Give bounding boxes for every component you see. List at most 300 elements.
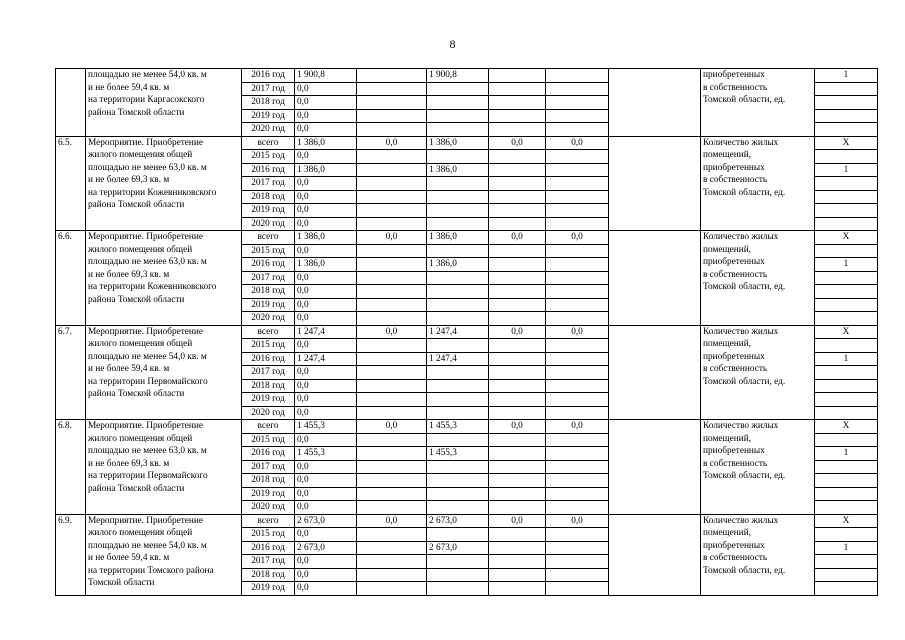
indicator-line: приобретенных <box>703 446 765 456</box>
total-cell: 0,0 <box>295 393 357 407</box>
description-line: площадью не менее 63,0 кв. м <box>88 257 207 267</box>
indicator-name <box>701 420 815 515</box>
federal-budget-cell: 0,0 <box>357 420 427 434</box>
local-budget-cell <box>489 150 546 164</box>
local-budget-cell <box>489 258 546 272</box>
item-number: 6.7. <box>56 325 86 420</box>
indicator-line: приобретенных <box>703 162 765 173</box>
extrabudget-cell <box>546 96 609 110</box>
total-cell: 0,0 <box>295 285 357 299</box>
regional-budget-cell <box>427 379 489 393</box>
total-cell: 0,0 <box>295 204 357 218</box>
responsible-cell <box>609 514 701 595</box>
description-line: и не более 69,3 кв. м <box>88 269 170 280</box>
local-budget-cell <box>489 177 546 191</box>
federal-budget-cell <box>357 177 427 191</box>
total-cell: 0,0 <box>295 555 357 569</box>
regional-budget-cell <box>427 366 489 380</box>
plan-value-cell: Х <box>815 325 878 339</box>
item-number: 6.8. <box>56 420 86 515</box>
extrabudget-cell <box>546 217 609 231</box>
period-cell: 2018 год <box>242 285 295 299</box>
period-cell: 2016 год <box>242 69 295 83</box>
plan-value-cell <box>815 501 878 515</box>
federal-budget-cell <box>357 528 427 542</box>
description-line: площадью не менее 63,0 кв. м <box>88 446 207 456</box>
extrabudget-cell: 0,0 <box>546 325 609 339</box>
extrabudget-cell <box>546 339 609 353</box>
federal-budget-cell <box>357 379 427 393</box>
description-line: и не более 69,3 кв. м <box>88 175 170 185</box>
federal-budget-cell <box>357 163 427 177</box>
extrabudget-cell <box>546 258 609 272</box>
extrabudget-cell <box>546 366 609 380</box>
regional-budget-cell <box>427 285 489 299</box>
indicator-line: Томской области, ед. <box>703 282 786 292</box>
local-budget-cell <box>489 460 546 474</box>
total-cell: 0,0 <box>295 298 357 312</box>
plan-value-cell <box>815 82 878 96</box>
plan-value-cell <box>815 433 878 447</box>
regional-budget-cell <box>427 298 489 312</box>
period-cell: 2017 год <box>242 271 295 285</box>
regional-budget-cell <box>427 177 489 191</box>
plan-value-cell: Х <box>815 420 878 434</box>
period-cell: 2015 год <box>242 433 295 447</box>
period-cell: 2017 год <box>242 177 295 191</box>
plan-value-cell <box>815 244 878 258</box>
plan-value-cell <box>815 298 878 312</box>
federal-budget-cell <box>357 271 427 285</box>
regional-budget-cell <box>427 460 489 474</box>
plan-value-cell <box>815 460 878 474</box>
period-cell: 2018 год <box>242 96 295 110</box>
indicator-line: Томской области, ед. <box>703 471 786 481</box>
local-budget-cell <box>489 541 546 555</box>
indicator-line: Томской области, ед. <box>703 565 786 576</box>
local-budget-cell <box>489 69 546 83</box>
period-cell: 2020 год <box>242 217 295 231</box>
extrabudget-cell: 0,0 <box>546 136 609 150</box>
regional-budget-cell <box>427 312 489 326</box>
local-budget-cell <box>489 82 546 96</box>
period-cell: 2018 год <box>242 379 295 393</box>
description-line: жилого помещения общей <box>88 528 193 538</box>
extrabudget-cell <box>546 82 609 96</box>
total-cell: 0,0 <box>295 568 357 582</box>
indicator-line: приобретенных <box>703 70 765 80</box>
extrabudget-cell <box>546 177 609 191</box>
extrabudget-cell <box>546 298 609 312</box>
local-budget-cell <box>489 379 546 393</box>
description-line: и не более 59,4 кв. м <box>88 82 170 93</box>
regional-budget-cell <box>427 123 489 137</box>
description-line: и не более 59,4 кв. м <box>88 364 170 374</box>
total-cell: 1 386,0 <box>295 136 357 150</box>
table-row <box>56 69 878 83</box>
responsible-cell <box>609 325 701 420</box>
total-cell: 0,0 <box>295 433 357 447</box>
period-cell: 2019 год <box>242 487 295 501</box>
description-line: жилого помещения общей <box>88 339 193 349</box>
regional-budget-cell: 2 673,0 <box>427 541 489 555</box>
total-cell: 0,0 <box>295 312 357 326</box>
total-cell: 0,0 <box>295 244 357 258</box>
federal-budget-cell <box>357 69 427 83</box>
indicator-line: в собственность <box>703 553 768 563</box>
indicator-name <box>701 514 815 595</box>
responsible-cell <box>609 69 701 137</box>
item-number <box>56 69 86 137</box>
extrabudget-cell <box>546 433 609 447</box>
regional-budget-cell <box>427 339 489 353</box>
plan-value-cell <box>815 96 878 110</box>
local-budget-cell <box>489 271 546 285</box>
description-line: площадью не менее 54,0 кв. м <box>88 540 207 551</box>
period-cell: 2020 год <box>242 501 295 515</box>
plan-value-cell <box>815 474 878 488</box>
federal-budget-cell <box>357 406 427 420</box>
extrabudget-cell <box>546 406 609 420</box>
extrabudget-cell <box>546 447 609 461</box>
indicator-name <box>701 136 815 231</box>
regional-budget-cell <box>427 150 489 164</box>
regional-budget-cell: 1 386,0 <box>427 258 489 272</box>
period-cell: 2019 год <box>242 109 295 123</box>
local-budget-cell <box>489 339 546 353</box>
federal-budget-cell <box>357 190 427 204</box>
indicator-line: помещений, <box>703 244 751 255</box>
period-cell: всего <box>242 514 295 528</box>
description-line: Мероприятие. Приобретение <box>88 326 204 337</box>
local-budget-cell <box>489 528 546 542</box>
period-cell: 2017 год <box>242 555 295 569</box>
plan-value-cell <box>815 285 878 299</box>
indicator-line: помещений, <box>703 528 751 538</box>
extrabudget-cell <box>546 528 609 542</box>
federal-budget-cell <box>357 339 427 353</box>
measure-description <box>86 325 242 420</box>
total-cell: 0,0 <box>295 474 357 488</box>
plan-value-cell <box>815 582 878 596</box>
regional-budget-cell <box>427 190 489 204</box>
federal-budget-cell: 0,0 <box>357 231 427 245</box>
table-row <box>56 231 878 245</box>
item-number: 6.6. <box>56 231 86 326</box>
plan-value-cell: 1 <box>815 69 878 83</box>
plan-value-cell <box>815 487 878 501</box>
description-line: района Томской области <box>88 107 185 118</box>
total-cell: 0,0 <box>295 406 357 420</box>
period-cell: 2015 год <box>242 150 295 164</box>
federal-budget-cell <box>357 352 427 366</box>
total-cell: 1 455,3 <box>295 447 357 461</box>
period-cell: всего <box>242 420 295 434</box>
plan-value-cell <box>815 379 878 393</box>
item-number: 6.5. <box>56 136 86 231</box>
table-row <box>56 420 878 434</box>
federal-budget-cell <box>357 109 427 123</box>
total-cell: 1 247,4 <box>295 325 357 339</box>
total-cell: 1 247,4 <box>295 352 357 366</box>
extrabudget-cell <box>546 271 609 285</box>
local-budget-cell <box>489 190 546 204</box>
regional-budget-cell <box>427 82 489 96</box>
extrabudget-cell <box>546 474 609 488</box>
description-line: Томской области <box>88 578 155 588</box>
federal-budget-cell <box>357 217 427 231</box>
regional-budget-cell <box>427 501 489 515</box>
local-budget-cell <box>489 298 546 312</box>
regional-budget-cell: 1 386,0 <box>427 163 489 177</box>
indicator-line: Количество жилых <box>703 421 779 431</box>
extrabudget-cell: 0,0 <box>546 514 609 528</box>
period-cell: 2017 год <box>242 366 295 380</box>
plan-value-cell <box>815 339 878 353</box>
local-budget-cell <box>489 244 546 258</box>
regional-budget-cell <box>427 217 489 231</box>
regional-budget-cell: 1 247,4 <box>427 352 489 366</box>
local-budget-cell <box>489 217 546 231</box>
indicator-name <box>701 325 815 420</box>
indicator-line: Томской области, ед. <box>703 95 786 105</box>
federal-budget-cell: 0,0 <box>357 325 427 339</box>
total-cell: 1 455,3 <box>295 420 357 434</box>
period-cell: 2020 год <box>242 312 295 326</box>
description-line: района Томской области <box>88 483 185 494</box>
total-cell: 0,0 <box>295 109 357 123</box>
total-cell: 0,0 <box>295 82 357 96</box>
regional-budget-cell <box>427 528 489 542</box>
extrabudget-cell <box>546 163 609 177</box>
plan-value-cell: 1 <box>815 352 878 366</box>
total-cell: 2 673,0 <box>295 541 357 555</box>
period-cell: 2015 год <box>242 244 295 258</box>
federal-budget-cell <box>357 258 427 272</box>
federal-budget-cell <box>357 487 427 501</box>
total-cell: 1 386,0 <box>295 163 357 177</box>
total-cell: 1 386,0 <box>295 231 357 245</box>
period-cell: 2015 год <box>242 528 295 542</box>
local-budget-cell <box>489 312 546 326</box>
local-budget-cell <box>489 568 546 582</box>
regional-budget-cell <box>427 96 489 110</box>
period-cell: 2016 год <box>242 447 295 461</box>
description-line: площадью не менее 54,0 кв. м <box>88 351 207 362</box>
regional-budget-cell <box>427 582 489 596</box>
federal-budget-cell <box>357 555 427 569</box>
local-budget-cell <box>489 123 546 137</box>
plan-value-cell <box>815 123 878 137</box>
local-budget-cell <box>489 582 546 596</box>
total-cell: 0,0 <box>295 271 357 285</box>
period-cell: всего <box>242 136 295 150</box>
total-cell: 0,0 <box>295 190 357 204</box>
description-line: на территории Первомайского <box>88 471 208 481</box>
plan-value-cell: Х <box>815 514 878 528</box>
extrabudget-cell <box>546 568 609 582</box>
federal-budget-cell <box>357 82 427 96</box>
extrabudget-cell <box>546 244 609 258</box>
indicator-line: помещений, <box>703 339 751 349</box>
plan-value-cell <box>815 271 878 285</box>
extrabudget-cell <box>546 285 609 299</box>
regional-budget-cell <box>427 555 489 569</box>
plan-value-cell: 1 <box>815 541 878 555</box>
regional-budget-cell <box>427 204 489 218</box>
federal-budget-cell <box>357 460 427 474</box>
indicator-name <box>701 69 815 137</box>
item-number: 6.9. <box>56 514 86 595</box>
local-budget-cell <box>489 433 546 447</box>
federal-budget-cell <box>357 312 427 326</box>
period-cell: 2016 год <box>242 163 295 177</box>
federal-budget-cell: 0,0 <box>357 514 427 528</box>
total-cell: 1 900,8 <box>295 69 357 83</box>
responsible-cell <box>609 231 701 326</box>
local-budget-cell <box>489 447 546 461</box>
plan-value-cell <box>815 528 878 542</box>
extrabudget-cell <box>546 555 609 569</box>
indicator-line: в собственность <box>703 82 768 93</box>
regional-budget-cell: 1 455,3 <box>427 420 489 434</box>
federal-budget-cell <box>357 568 427 582</box>
local-budget-cell: 0,0 <box>489 231 546 245</box>
indicator-line: помещений, <box>703 433 751 444</box>
measure-description <box>86 136 242 231</box>
plan-value-cell: Х <box>815 136 878 150</box>
period-cell: всего <box>242 231 295 245</box>
period-cell: 2018 год <box>242 568 295 582</box>
plan-value-cell <box>815 366 878 380</box>
description-line: Мероприятие. Приобретение <box>88 421 204 431</box>
federal-budget-cell <box>357 501 427 515</box>
total-cell: 0,0 <box>295 339 357 353</box>
local-budget-cell <box>489 366 546 380</box>
plan-value-cell: 1 <box>815 258 878 272</box>
program-table <box>55 68 878 596</box>
total-cell: 0,0 <box>295 460 357 474</box>
federal-budget-cell <box>357 285 427 299</box>
local-budget-cell: 0,0 <box>489 514 546 528</box>
regional-budget-cell <box>427 487 489 501</box>
federal-budget-cell <box>357 433 427 447</box>
period-cell: 2019 год <box>242 393 295 407</box>
period-cell: 2016 год <box>242 541 295 555</box>
extrabudget-cell <box>546 393 609 407</box>
total-cell: 0,0 <box>295 177 357 191</box>
description-line: площадью не менее 54,0 кв. м <box>88 70 207 80</box>
federal-budget-cell <box>357 366 427 380</box>
local-budget-cell <box>489 393 546 407</box>
regional-budget-cell <box>427 406 489 420</box>
extrabudget-cell <box>546 69 609 83</box>
total-cell: 0,0 <box>295 379 357 393</box>
indicator-line: в собственность <box>703 175 768 185</box>
measure-description <box>86 420 242 515</box>
plan-value-cell <box>815 555 878 569</box>
period-cell: 2018 год <box>242 474 295 488</box>
total-cell: 0,0 <box>295 123 357 137</box>
period-cell: 2019 год <box>242 298 295 312</box>
total-cell: 2 673,0 <box>295 514 357 528</box>
extrabudget-cell <box>546 312 609 326</box>
local-budget-cell <box>489 501 546 515</box>
local-budget-cell <box>489 96 546 110</box>
indicator-line: Томской области, ед. <box>703 187 786 198</box>
indicator-line: приобретенных <box>703 540 765 551</box>
indicator-line: приобретенных <box>703 257 765 267</box>
plan-value-cell <box>815 406 878 420</box>
measure-description <box>86 231 242 326</box>
description-line: и не более 59,4 кв. м <box>88 553 170 563</box>
federal-budget-cell <box>357 393 427 407</box>
description-line: на территории Кожевниковского <box>88 187 217 198</box>
period-cell: 2018 год <box>242 190 295 204</box>
regional-budget-cell: 2 673,0 <box>427 514 489 528</box>
regional-budget-cell: 1 900,8 <box>427 69 489 83</box>
table-row <box>56 325 878 339</box>
local-budget-cell <box>489 163 546 177</box>
federal-budget-cell <box>357 150 427 164</box>
total-cell: 0,0 <box>295 487 357 501</box>
indicator-line: в собственность <box>703 458 768 469</box>
table-row <box>56 136 878 150</box>
period-cell: 2017 год <box>242 82 295 96</box>
responsible-cell <box>609 136 701 231</box>
period-cell: всего <box>242 325 295 339</box>
plan-value-cell: 1 <box>815 447 878 461</box>
regional-budget-cell <box>427 433 489 447</box>
measure-description <box>86 69 242 137</box>
regional-budget-cell <box>427 568 489 582</box>
description-line: на территории Кожевниковского <box>88 282 217 292</box>
regional-budget-cell: 1 386,0 <box>427 231 489 245</box>
period-cell: 2015 год <box>242 339 295 353</box>
table-row <box>56 514 878 528</box>
plan-value-cell <box>815 109 878 123</box>
period-cell: 2019 год <box>242 582 295 596</box>
description-line: жилого помещения общей <box>88 244 193 255</box>
local-budget-cell <box>489 204 546 218</box>
total-cell: 0,0 <box>295 96 357 110</box>
extrabudget-cell <box>546 190 609 204</box>
period-cell: 2020 год <box>242 123 295 137</box>
extrabudget-cell <box>546 379 609 393</box>
responsible-cell <box>609 420 701 515</box>
federal-budget-cell <box>357 447 427 461</box>
local-budget-cell: 0,0 <box>489 325 546 339</box>
plan-value-cell <box>815 217 878 231</box>
plan-value-cell: Х <box>815 231 878 245</box>
extrabudget-cell <box>546 123 609 137</box>
plan-value-cell <box>815 312 878 326</box>
federal-budget-cell <box>357 541 427 555</box>
indicator-line: Количество жилых <box>703 137 779 148</box>
total-cell: 0,0 <box>295 501 357 515</box>
extrabudget-cell <box>546 487 609 501</box>
federal-budget-cell: 0,0 <box>357 136 427 150</box>
total-cell: 0,0 <box>295 528 357 542</box>
indicator-line: Количество жилых <box>703 326 779 337</box>
extrabudget-cell <box>546 541 609 555</box>
extrabudget-cell <box>546 460 609 474</box>
extrabudget-cell: 0,0 <box>546 231 609 245</box>
period-cell: 2016 год <box>242 258 295 272</box>
regional-budget-cell <box>427 271 489 285</box>
description-line: на территории Каргасокского <box>88 95 205 105</box>
regional-budget-cell: 1 455,3 <box>427 447 489 461</box>
